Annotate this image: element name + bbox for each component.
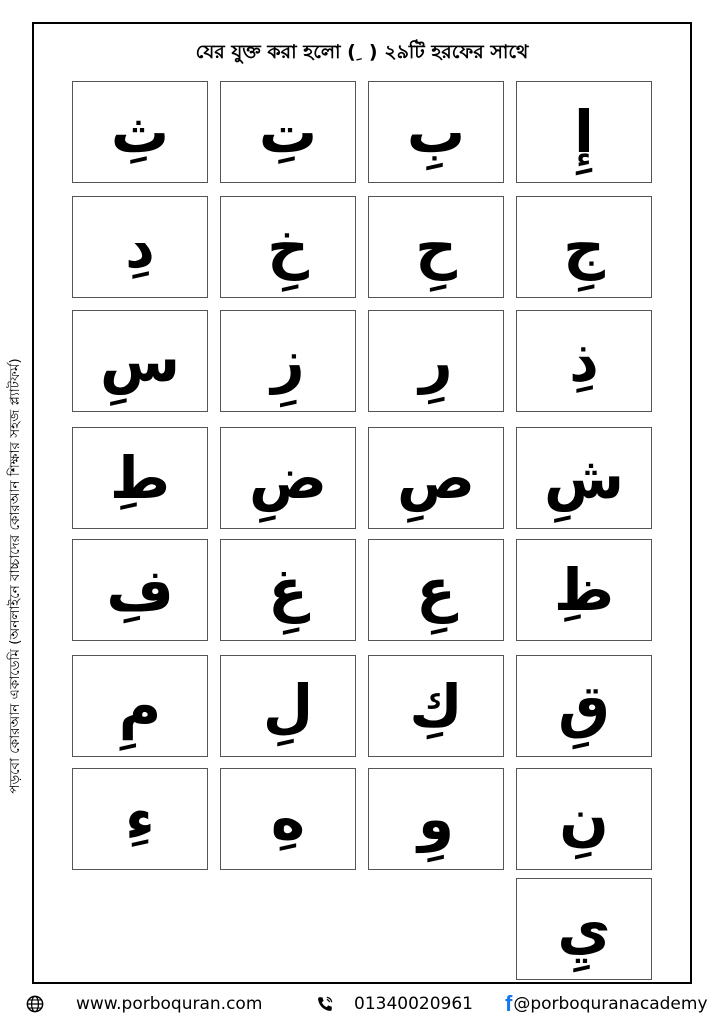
letter-card xyxy=(72,310,208,412)
letter-card xyxy=(368,655,504,757)
letter: رِ xyxy=(419,327,453,395)
letter-card xyxy=(368,539,504,641)
letter-card xyxy=(368,310,504,412)
letter-card xyxy=(72,539,208,641)
letter: عِ xyxy=(416,556,456,624)
letter-card xyxy=(72,196,208,298)
letter: غِ xyxy=(268,556,308,624)
letter-card xyxy=(516,196,652,298)
letter-card xyxy=(72,768,208,870)
side-caption: পড়বো কোরআন একাডেমি (অনলাইনে বাচ্চাদের কোরআন শিক্ষার সহজ প্ল্যাটফর্ম) xyxy=(7,358,23,794)
letter-card xyxy=(516,427,652,529)
letter-card xyxy=(220,81,356,183)
letter: قِ xyxy=(558,672,610,740)
letter: يِ xyxy=(557,895,611,963)
letter: هِ xyxy=(270,785,306,853)
letter: صِ xyxy=(396,444,476,512)
letter-card xyxy=(368,768,504,870)
letter-card xyxy=(368,196,504,298)
letter: تِ xyxy=(258,98,318,166)
letter-card xyxy=(516,539,652,641)
letter: طِ xyxy=(109,444,171,512)
letter-card xyxy=(220,539,356,641)
letter-card xyxy=(516,768,652,870)
globe-icon xyxy=(26,995,44,1013)
letter: جِ xyxy=(563,213,605,281)
letter-card xyxy=(72,655,208,757)
letter: لِ xyxy=(262,672,314,740)
letter-card xyxy=(72,427,208,529)
letter-card xyxy=(220,655,356,757)
letter: سِ xyxy=(99,327,181,395)
letter: حِ xyxy=(415,213,457,281)
letter: شِ xyxy=(543,444,625,512)
letter-card xyxy=(220,427,356,529)
website-item[interactable] xyxy=(26,990,262,1018)
letter-card xyxy=(368,81,504,183)
letter: بِ xyxy=(406,98,466,166)
letter-card xyxy=(516,878,652,980)
footer xyxy=(0,990,724,1018)
phone-icon xyxy=(316,995,334,1013)
letter: وِ xyxy=(417,785,455,853)
facebook-icon: f xyxy=(505,991,513,1016)
letter: ظِ xyxy=(553,556,615,624)
letter: نِ xyxy=(559,785,609,853)
facebook-item[interactable] xyxy=(505,990,708,1018)
worksheet-frame xyxy=(32,22,692,984)
letter: إِ xyxy=(574,98,594,166)
letter-card xyxy=(368,427,504,529)
letter-card xyxy=(220,196,356,298)
letter: ضِ xyxy=(248,444,328,512)
letter: ءِ xyxy=(125,785,155,853)
letter: ثِ xyxy=(110,98,170,166)
letter: خِ xyxy=(267,213,309,281)
letter: ذِ xyxy=(569,327,599,395)
letter: زِ xyxy=(271,327,305,395)
phone-number[interactable]: 01340020961 xyxy=(354,994,473,1014)
letter: مِ xyxy=(118,672,162,740)
letter-card xyxy=(220,768,356,870)
facebook-handle[interactable]: @porboquranacademy xyxy=(513,994,708,1014)
letter-card xyxy=(516,655,652,757)
letter-card xyxy=(220,310,356,412)
letter: فِ xyxy=(106,556,174,624)
letter: دِ xyxy=(125,213,155,281)
letter-card xyxy=(72,81,208,183)
letter-card xyxy=(516,310,652,412)
website-link[interactable]: www.porboquran.com xyxy=(76,994,263,1014)
letter: كِ xyxy=(409,672,463,740)
page-title: যের যুক্ত করা হলো ( ِ ) ২৯টি হরফের সাথে xyxy=(195,41,529,63)
letter-card xyxy=(516,81,652,183)
phone-item[interactable] xyxy=(316,990,473,1018)
